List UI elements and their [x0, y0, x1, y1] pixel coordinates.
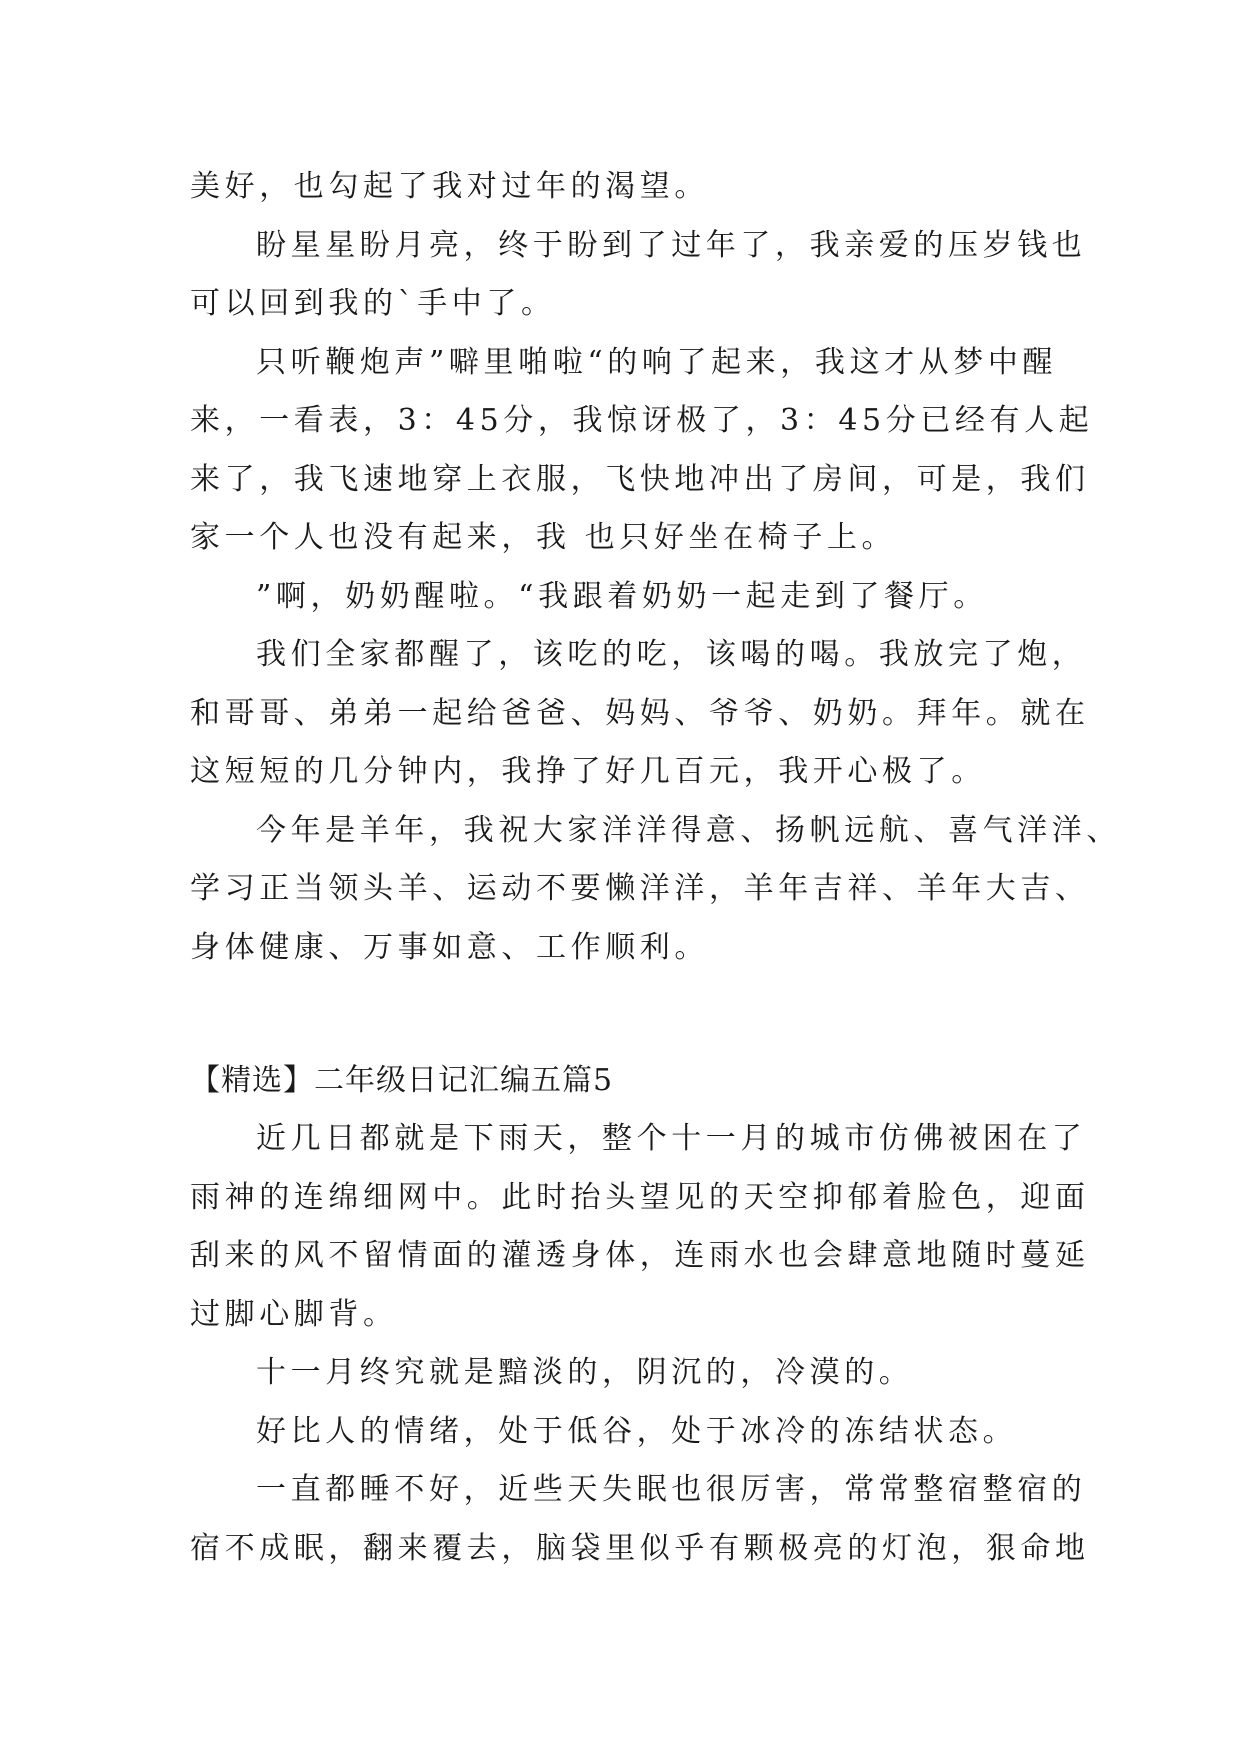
- text-line: 十一月终究就是黯淡的，阴沉的，冷漠的。: [256, 1355, 914, 1390]
- text-line: 近几日都就是下雨天，整个十一月的城市仿佛被困在了: [256, 1121, 1087, 1156]
- text-line: 盼星星盼月亮，终于盼到了过年了，我亲爱的压岁钱也: [256, 227, 1087, 263]
- text-line: 学习正当领头羊、运动不要懒洋洋，羊年吉祥、羊年大吉、: [190, 871, 1090, 906]
- section-heading: 【精选】二年级日记汇编五篇5: [190, 1062, 614, 1098]
- text-line: 来了，我飞速地穿上衣服，飞快地冲出了房间，可是，我们: [190, 461, 1090, 497]
- text-line: 只听鞭炮声”噼里啪啦“的响了起来，我这才从梦中醒: [256, 344, 1058, 380]
- text-line: 这短短的几分钟内，我挣了好几百元，我开心极了。: [190, 754, 986, 789]
- text-line: 可以回到我的`手中了。: [190, 286, 556, 321]
- text-line: 过脚心脚背。: [190, 1296, 398, 1332]
- text-line: ”啊，奶奶醒啦。“我跟着奶奶一起走到了餐厅。: [256, 578, 988, 614]
- text-line: 刮来的风不留情面的灌透身体，连雨水也会肆意地随时蔓延: [190, 1238, 1090, 1273]
- text-line: 来，一看表，3：45分，我惊讶极了，3：45分已经有人起: [190, 403, 1094, 438]
- text-line: 和哥哥、弟弟一起给爸爸、妈妈、爷爷、奶奶。拜年。就在: [190, 695, 1090, 731]
- text-line: 我们全家都醒了，该吃的吃，该喝的喝。我放完了炮，: [256, 637, 1087, 672]
- text-line: 身体健康、万事如意、工作顺利。: [190, 929, 709, 965]
- paragraph-spacer: [190, 977, 1060, 1036]
- text-line: 家一个人也没有起来，我 也只好坐在椅子上。: [190, 520, 897, 555]
- text-line: 宿不成眠，翻来覆去，脑袋里似乎有颗极亮的灯泡，狠命地: [190, 1530, 1090, 1566]
- text-line: 今年是羊年，我祝大家洋洋得意、扬帆远航、喜气洋洋、: [256, 812, 1121, 848]
- text-line: 一直都睡不好，近些天失眠也很厉害，常常整宿整宿的: [256, 1472, 1087, 1507]
- text-line: 美好，也勾起了我对过年的渴望。: [190, 169, 709, 204]
- text-line: 好比人的情绪，处于低谷，处于冰冷的冻结状态。: [256, 1413, 1018, 1449]
- text-line: 雨神的连绵细网中。此时抬头望见的天空抑郁着脸色，迎面: [190, 1179, 1090, 1215]
- document-body: [190, 158, 1121, 1578]
